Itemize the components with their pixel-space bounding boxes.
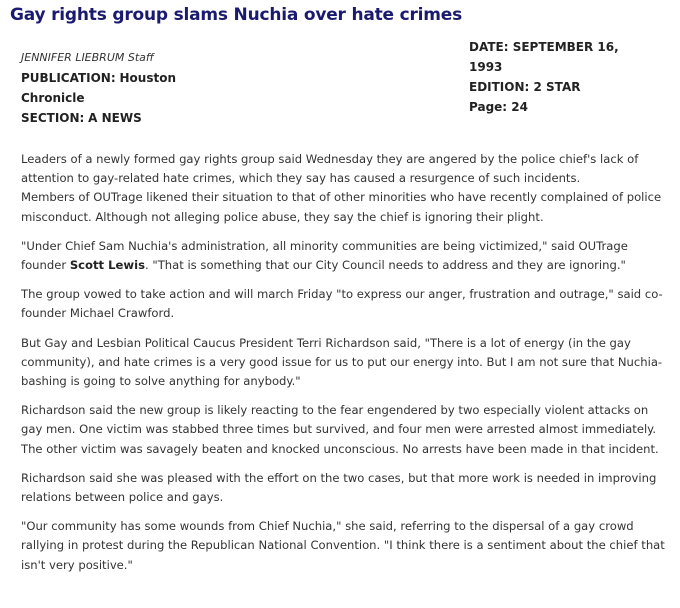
author-name: JENNIFER LIEBRUM Staff	[21, 51, 154, 64]
article-paragraph-4: But Gay and Lesbian Political Caucus President Terri Richardson said, "There is a lot of energy (in the gay community), and hate crimes is a very good issue for us to put our energy into. But I am not sure that Nuchia-bashing is going to solve anything for anybody."	[21, 335, 663, 389]
publication-value: Houston Chronicle	[21, 71, 176, 105]
page-label: Page:	[469, 100, 508, 114]
paragraph-2-quote: "Under Chief Sam Nuchia's administration, all minority communities are being victimized," said OUTrage founder	[21, 238, 628, 273]
edition-label: EDITION:	[469, 80, 530, 94]
article-paragraph-1	[21, 150, 671, 227]
paragraph-1-lead: Leaders of a newly formed gay rights group said Wednesday they are angered by the police chief's lack of attention to gay-related hate crimes, which they say has caused a resurgence of such incidents.	[21, 152, 639, 186]
date-value: SEPTEMBER 16, 1993	[469, 40, 619, 74]
date-label: DATE:	[469, 40, 509, 54]
date-line	[469, 37, 649, 77]
author-byline	[21, 47, 201, 68]
edition-value: 2 STAR	[533, 80, 581, 94]
article-paragraph-2	[21, 237, 671, 275]
date-block	[469, 37, 649, 117]
edition-line	[469, 77, 649, 97]
paragraph-1-continued: Members of OUTrage likened their situation to that of other minorities who have recently complained of police misconduct. Although not alleging police abuse, they say the chief is ignoring their plight.	[21, 190, 662, 224]
publication-line	[21, 68, 201, 108]
page-value: 24	[511, 100, 528, 114]
paragraph-2-quote-end: . "That is something that our City Council needs to address and they are ignoring."	[144, 258, 626, 273]
section-line	[21, 108, 201, 128]
article-paragraph-5: Richardson said the new group is likely reacting to the fear engendered by two especially violent attacks on gay men. One victim was stabbed three times but survived, and four men were arrested almost immediately. The other victim was savagely beaten and knocked unconscious. No arrests have been made in that incident.	[21, 403, 659, 456]
scott-lewis-name: Scott Lewis	[69, 258, 145, 273]
page-line	[469, 97, 649, 117]
article-headline: Gay rights group slams Nuchia over hate crimes	[10, 5, 463, 25]
section-label: SECTION:	[21, 111, 85, 125]
article-paragraph-3: The group vowed to take action and will march Friday "to express our anger, frustration and outrage," said co-founder Michael Crawford.	[21, 287, 663, 321]
article-paragraph-7: "Our community has some wounds from Chief Nuchia," she said, referring to the dispersal of a gay crowd rallying in protest during the Republican National Convention. "I think there is a sentiment about the chief that isn't very positive."	[21, 519, 665, 572]
byline-block	[21, 47, 201, 128]
article-paragraph-6: Richardson said she was pleased with the effort on the two cases, but that more work is needed in improving relations between police and gays.	[21, 470, 657, 505]
section-value: A NEWS	[88, 111, 142, 125]
publication-label: PUBLICATION:	[21, 71, 116, 85]
article-body	[21, 150, 671, 585]
